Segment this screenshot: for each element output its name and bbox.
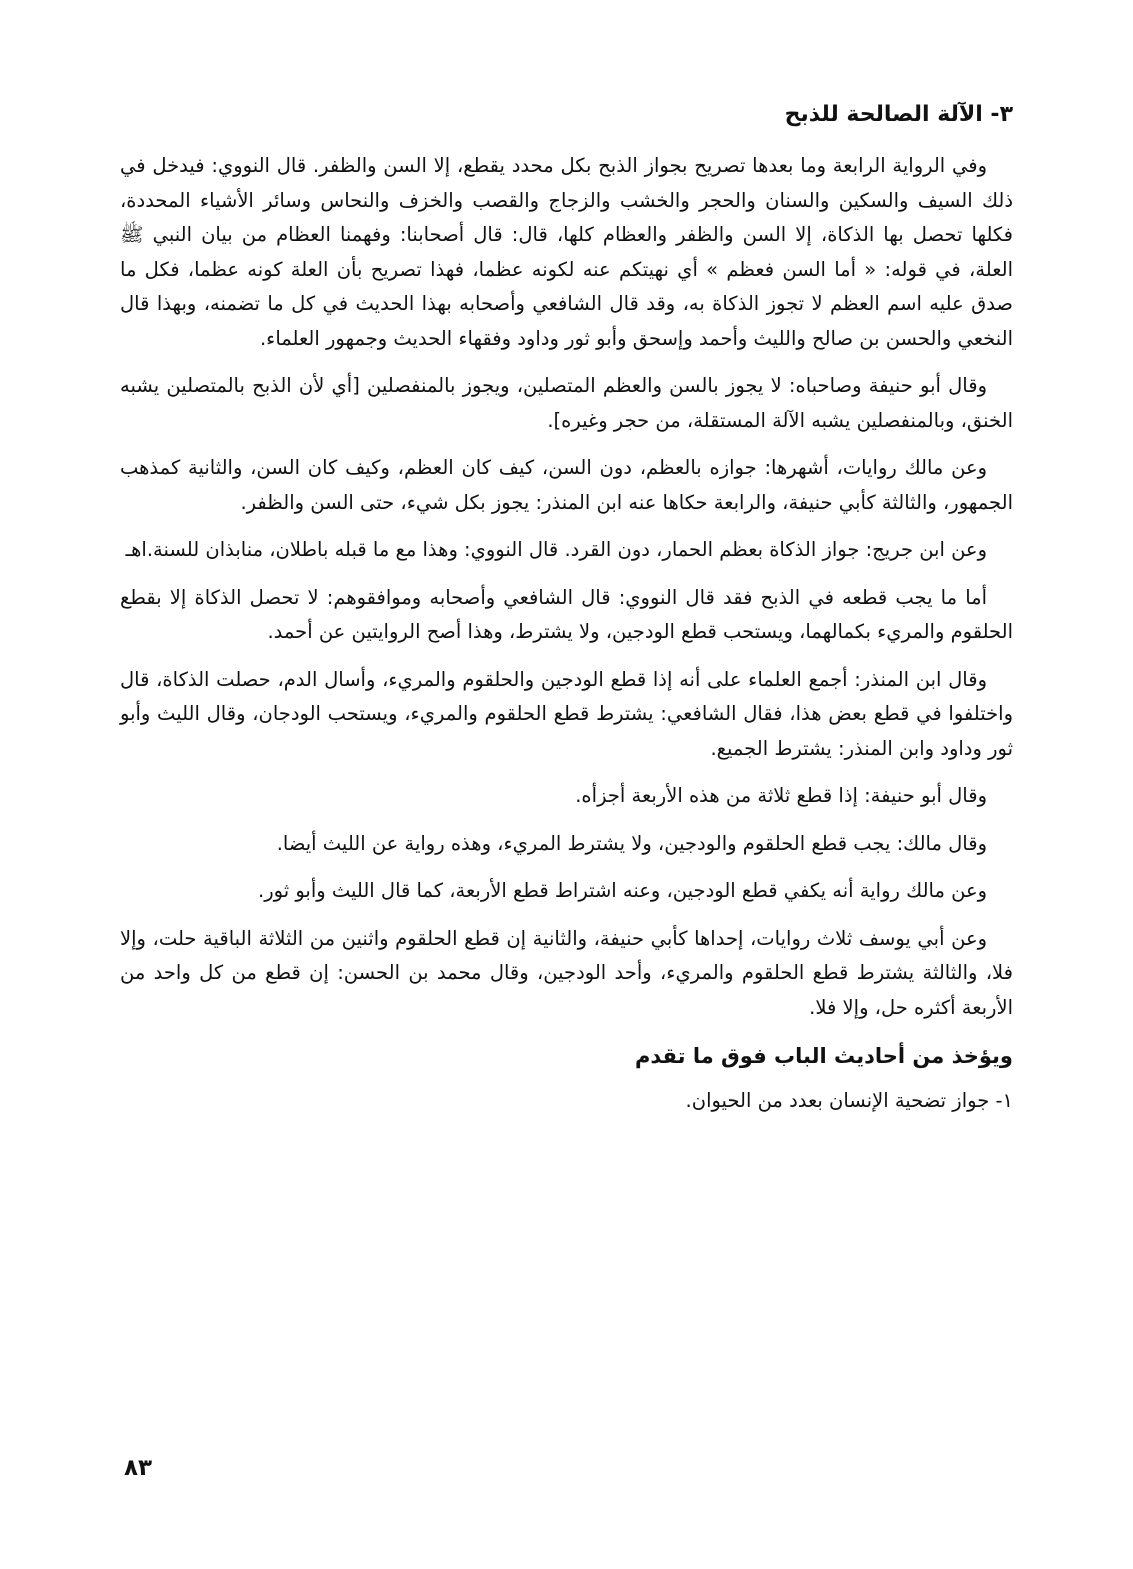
paragraph: وقال أبو حنيفة: إذا قطع ثلاثة من هذه الأربعة أجزأه. [575,784,987,807]
paragraph: وعن أبي يوسف ثلاث روايات، إحداها كأبي حنيفة، والثانية إن قطع الحلقوم واثنين من الثلاثة الباقية حلت، وإلا فلا، والثالثة يشترط قطع الحلقوم والمريء، وأحد الودجين، وقال محمد بن الحسن: إن قطع من كل واحد من الأربعة أكثره حل، وإلا فلا. [120,926,1013,1019]
subheading: ويؤخذ من أحاديث الباب فوق ما تقدم [635,1044,1013,1068]
section-title: ٣- الآلة الصالحة للذبح [784,102,1013,127]
paragraph: وقال ابن المنذر: أجمع العلماء على أنه إذا قطع الودجين والحلقوم والمريء، وأسال الدم، حصلت الذكاة، قال واختلفوا في قطع بعض هذا، فقال الشافعي: يشترط قطع الحلقوم والمريء، ويستحب الودجان، وقال الليث وأبو ثور وداود وابن المنذر: يشترط الجميع. [120,667,1013,760]
list-item: ١- جواز تضحية الإنسان بعدد من الحيوان. [685,1089,1013,1112]
paragraph: وقال أبو حنيفة وصاحباه: لا يجوز بالسن والعظم المتصلين، ويجوز بالمنفصلين [أي لأن الذبح بالمتصلين يشبه الخنق، وبالمنفصلين يشبه الآلة المستقلة، من حجر وغيره]. [120,374,1013,432]
paragraph: وعن مالك روايات، أشهرها: جوازه بالعظم، دون السن، كيف كان العظم، وكيف كان السن، والثانية كمذهب الجمهور، والثالثة كأبي حنيفة، والرابعة حكاها عنه ابن المنذر: يجوز بكل شيء، حتى السن والظفر. [120,456,1013,514]
paragraph: وعن ابن جريج: جواز الذكاة بعظم الحمار، دون القرد. قال النووي: وهذا مع ما قبله باطلان، منابذان للسنة.اهـ [125,538,987,561]
paragraph: وفي الرواية الرابعة وما بعدها تصريح بجواز الذبح بكل محدد يقطع، إلا السن والظفر. قال النووي: فيدخل في ذلك السيف والسكين والسنان والحجر والخشب والزجاج والقصب والخزف والنحاس وسائر الأشياء المحددة، فكلها تحصل بها الذكاة، إلا السن والظفر والعظام كلها، قال: قال أصحابنا: وفهمنا العظام من بيان النبي ﷺ العلة، في قوله: « أما السن فعظم » أي نهيتكم عنه لكونه عظما، فهذا تصريح بأن العلة كونه عظما، فكل ما صدق عليه اسم العظم لا تجوز الذكاة به، وقد قال الشافعي وأصحابه بهذا الحديث في كل ما تضمنه، وبهذا قال النخعي والحسن بن صالح والليث وأحمد وإسحق وأبو ثور وداود وفقهاء الحديث وجمهور العلماء. [120,154,1013,350]
paragraph: وقال مالك: يجب قطع الحلقوم والودجين، ولا يشترط المريء، وهذه رواية عن الليث أيضا. [276,831,987,855]
paragraph: وعن مالك رواية أنه يكفي قطع الودجين، وعنه اشتراط قطع الأربعة، كما قال الليث وأبو ثور. [258,879,987,902]
page-number: ٨٣ [124,1455,153,1481]
page-body [120,95,1013,1515]
paragraph: أما ما يجب قطعه في الذبح فقد قال النووي: قال الشافعي وأصحابه وموافقوهم: لا تحصل الذكاة إلا بقطع الحلقوم والمريء بكمالهما، ويستحب قطع الودجين، ولا يشترط، وهذا أصح الروايتين عن أحمد. [120,585,1013,643]
